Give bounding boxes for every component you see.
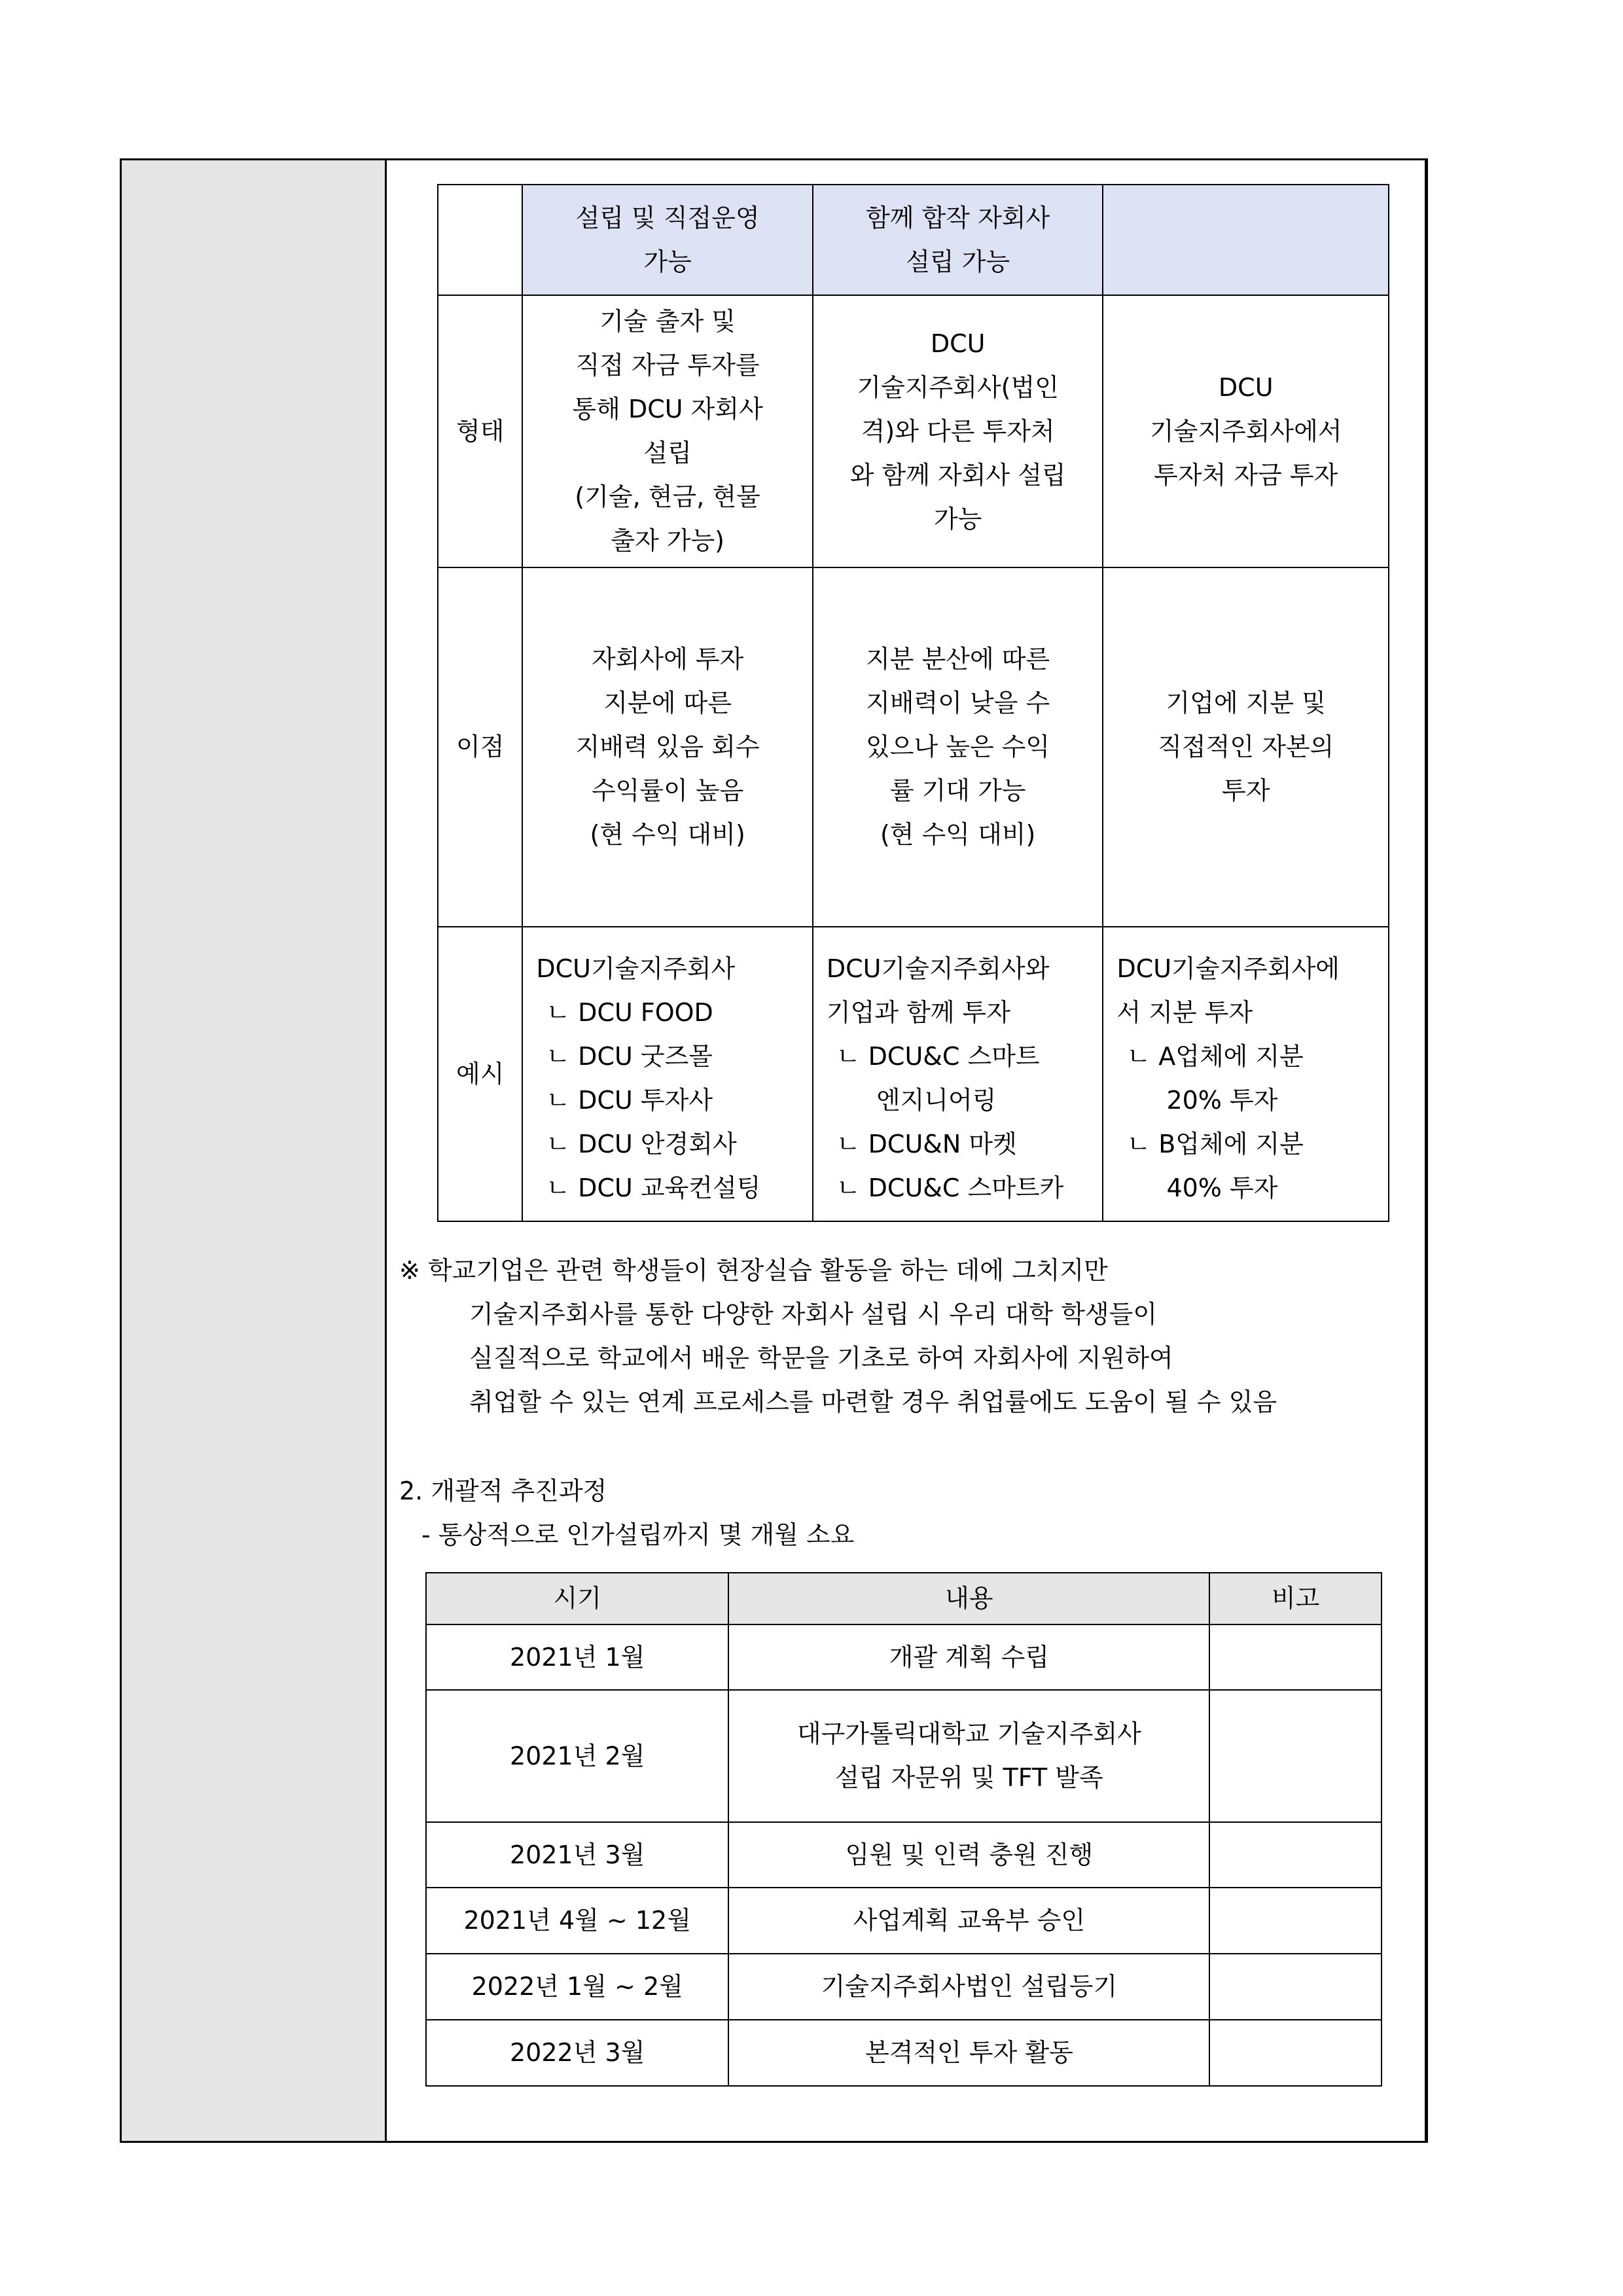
cell-text: DCU 기술지주회사에서 투자처 자금 투자 xyxy=(1149,372,1342,490)
example-line: ㄴ A업체에 지분 xyxy=(1126,1042,1304,1071)
content-cell: 임원 및 인력 충원 진행 xyxy=(728,1822,1209,1888)
example-line: 서 지분 투자 xyxy=(1116,998,1253,1027)
cell-text: DCU 기술지주회사(법인 격)와 다른 투자처 와 함께 자회사 설립 가능 xyxy=(849,329,1066,533)
example-line: DCU기술지주회사 xyxy=(536,954,736,983)
period-cell: 2021년 1월 xyxy=(426,1624,728,1690)
timeline-header-cell: 비고 xyxy=(1209,1573,1382,1624)
timeline-row xyxy=(426,1822,1382,1888)
cell-text: 기술 출자 및 직접 자금 투자를 통해 DCU 자회사 설립 (기술, 현금, 현물 출자 가능) xyxy=(572,307,763,555)
timeline-row xyxy=(426,1954,1382,2020)
note-line: 취업할 수 있는 연계 프로세스를 마련할 경우 취업률에도 도움이 될 수 있음 xyxy=(469,1388,1277,1416)
note-line: 기술지주회사를 통한 다양한 자회사 설립 시 우리 대학 학생들이 xyxy=(469,1300,1158,1329)
header-cell xyxy=(813,185,1103,295)
timeline-row xyxy=(426,1624,1382,1690)
content-cell: 개괄 계획 수립 xyxy=(728,1624,1209,1690)
example-line: DCU기술지주회사와 xyxy=(826,954,1050,983)
note-cell xyxy=(1209,1822,1382,1888)
comparison-table xyxy=(437,184,1389,1222)
example-line: ㄴ DCU 굿즈몰 xyxy=(546,1042,713,1071)
header-text: 설립 및 직접운영 가능 xyxy=(575,203,760,276)
left-label-column xyxy=(122,160,387,2141)
timeline-header-cell: 시기 xyxy=(426,1573,728,1624)
cell-text: 기업에 지분 및 직접적인 자본의 투자 xyxy=(1158,689,1334,805)
period-cell: 2022년 3월 xyxy=(426,2020,728,2086)
period-cell: 2021년 4월 ~ 12월 xyxy=(426,1888,728,1954)
period-cell: 2021년 3월 xyxy=(426,1822,728,1888)
timeline-table xyxy=(425,1572,1382,2087)
timeline-row xyxy=(426,2020,1382,2086)
note-line: 실질적으로 학교에서 배운 학문을 기초로 하여 자회사에 지원하여 xyxy=(469,1344,1173,1372)
row-label: 형태 xyxy=(438,295,522,567)
content-cell xyxy=(728,1690,1209,1822)
example-cell xyxy=(813,927,1103,1221)
example-line: ㄴ DCU&C 스마트카 xyxy=(836,1174,1064,1202)
example-line: ㄴ DCU 교육컨설팅 xyxy=(546,1174,761,1202)
row-label: 예시 xyxy=(438,927,522,1221)
example-line: 40% 투자 xyxy=(1166,1174,1278,1202)
header-corner-cell xyxy=(438,185,522,295)
header-cell xyxy=(522,185,812,295)
row-form xyxy=(438,295,1389,567)
note-cell xyxy=(1209,2020,1382,2086)
header-cell xyxy=(1103,185,1389,295)
row-benefit xyxy=(438,567,1389,927)
cell-text: 지분 분산에 따른 지배력이 낮을 수 있으나 높은 수익 률 기대 가능 (현 수익 대비) xyxy=(866,645,1050,849)
comparison-header-row xyxy=(438,185,1389,295)
example-line: ㄴ B업체에 지분 xyxy=(1126,1130,1304,1158)
section-title: 2. 개괄적 추진과정 xyxy=(399,1477,607,1505)
example-line: ㄴ DCU FOOD xyxy=(546,998,713,1027)
example-cell xyxy=(522,927,812,1221)
example-line: DCU기술지주회사에 xyxy=(1116,954,1340,983)
note-cell xyxy=(1209,1624,1382,1690)
note-cell xyxy=(1209,1888,1382,1954)
example-line: 엔지니어링 xyxy=(876,1086,997,1115)
header-text: 함께 합작 자회사 설립 가능 xyxy=(866,203,1050,276)
note-line: ※ 학교기업은 관련 학생들이 현장실습 활동을 하는 데에 그치지만 xyxy=(399,1256,1108,1285)
timeline-row xyxy=(426,1888,1382,1954)
timeline-row xyxy=(426,1690,1382,1822)
example-line: 기업과 함께 투자 xyxy=(826,998,1010,1027)
example-line: ㄴ DCU&N 마켓 xyxy=(836,1130,1017,1158)
content-cell: 사업계획 교육부 승인 xyxy=(728,1888,1209,1954)
table-cell xyxy=(1103,567,1389,927)
table-cell xyxy=(813,567,1103,927)
timeline-header-row xyxy=(426,1573,1382,1624)
example-line: ㄴ DCU 안경회사 xyxy=(546,1130,737,1158)
section-subtitle: - 통상적으로 인가설립까지 몇 개월 소요 xyxy=(421,1520,855,1549)
cell-text: 자회사에 투자 지분에 따른 지배력 있음 회수 수익률이 높음 (현 수익 대비) xyxy=(575,645,760,849)
table-cell xyxy=(522,295,812,567)
timeline-header-cell: 내용 xyxy=(728,1573,1209,1624)
example-line: ㄴ DCU 투자사 xyxy=(546,1086,713,1115)
table-cell xyxy=(522,567,812,927)
period-cell: 2022년 1월 ~ 2월 xyxy=(426,1954,728,2020)
content-text: 대구가톨릭대학교 기술지주회사 설립 자문위 및 TFT 발족 xyxy=(796,1719,1141,1792)
table-cell xyxy=(813,295,1103,567)
period-cell: 2021년 2월 xyxy=(426,1690,728,1822)
content-cell: 본격적인 투자 활동 xyxy=(728,2020,1209,2086)
example-cell xyxy=(1103,927,1389,1221)
row-label: 이점 xyxy=(438,567,522,927)
table-cell xyxy=(1103,295,1389,567)
example-line: 20% 투자 xyxy=(1166,1086,1278,1115)
content-cell: 기술지주회사법인 설립등기 xyxy=(728,1954,1209,2020)
example-line: ㄴ DCU&C 스마트 xyxy=(836,1042,1040,1071)
note-paragraph xyxy=(399,1249,1277,1424)
note-cell xyxy=(1209,1954,1382,2020)
row-example xyxy=(438,927,1389,1221)
note-cell xyxy=(1209,1690,1382,1822)
